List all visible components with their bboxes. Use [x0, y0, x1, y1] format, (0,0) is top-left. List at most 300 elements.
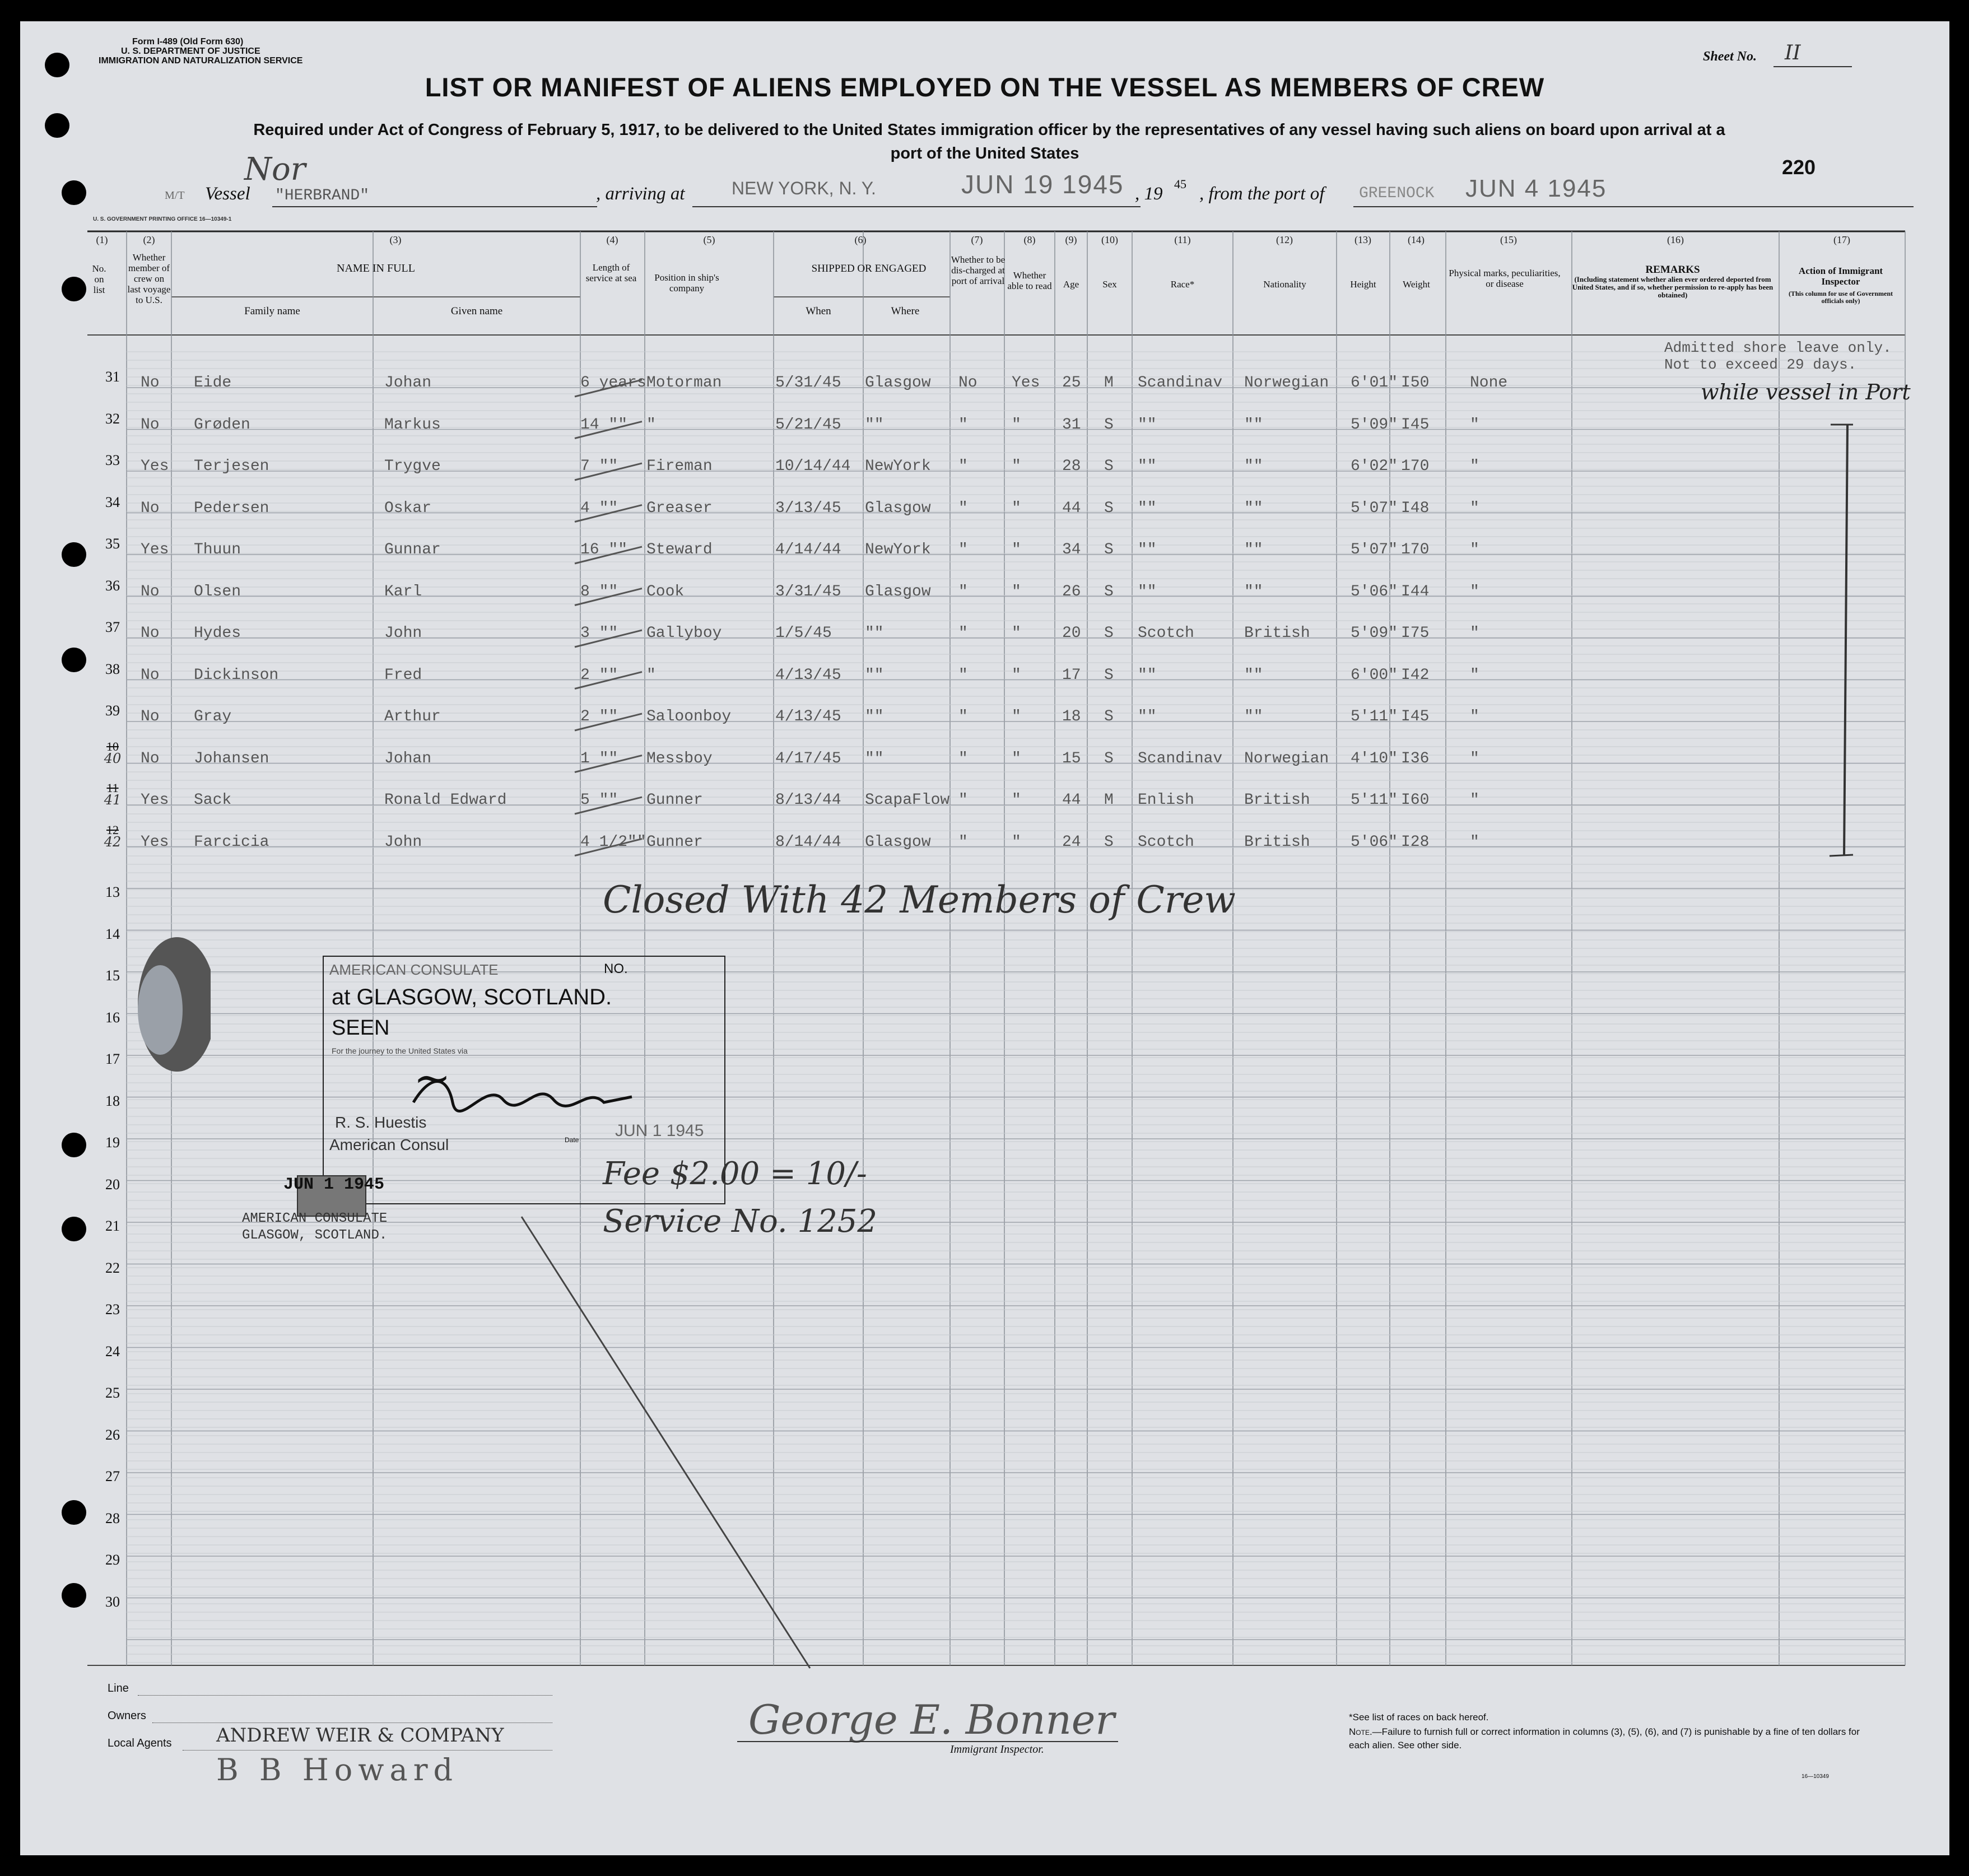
cell-sex: S — [1104, 499, 1114, 517]
cell-sex: S — [1104, 708, 1114, 725]
row-number: 20 — [105, 1176, 120, 1193]
cell-discharged: No — [958, 374, 977, 392]
sheet-label: Sheet No. — [1703, 49, 1757, 64]
row-number: 18 — [105, 1092, 120, 1109]
column-number: (16) — [1667, 234, 1684, 245]
row-number: 35 — [105, 536, 120, 552]
cell-nationality: "" — [1244, 499, 1263, 517]
cell-position: Gunner — [646, 792, 703, 809]
cell-where: Glasgow — [865, 833, 931, 851]
cell-physical: " — [1470, 708, 1479, 725]
cell-height: 5'07" — [1351, 541, 1398, 558]
hdr-sex: Sex — [1102, 279, 1117, 290]
cell-member: No — [141, 499, 160, 517]
manifest-sheet — [20, 21, 1949, 1855]
from-port: GREENOCK — [1359, 185, 1435, 202]
hdr-discharged: Whether to be dis-charged at port of arrival — [951, 254, 1006, 286]
footer-agents-value: ANDREW WEIR & COMPANY — [216, 1724, 504, 1747]
row-number-corrected: 40 — [104, 750, 122, 766]
cell-height: 6'01" — [1351, 374, 1398, 392]
row-number: 28 — [105, 1510, 120, 1526]
cell-read: " — [1012, 792, 1021, 809]
row-number: 15 — [105, 967, 120, 984]
cell-when: 5/21/45 — [775, 416, 841, 434]
cell-weight: I45 — [1401, 416, 1430, 434]
consulate-stamp-seen: SEEN — [332, 1016, 390, 1040]
service-name: IMMIGRATION AND NATURALIZATION SERVICE — [99, 56, 303, 66]
punch-hole — [62, 277, 86, 301]
cell-race: Scandinav — [1138, 750, 1223, 767]
vessel-name: "HERBRAND" — [275, 187, 370, 204]
cell-family: Sack — [194, 792, 232, 809]
cell-family: Hydes — [194, 625, 241, 642]
cell-service: 5 "" — [580, 792, 618, 809]
nationality-mark: Nor — [244, 151, 306, 188]
cell-age: 18 — [1062, 708, 1081, 725]
footer-agents-rule — [183, 1750, 552, 1751]
cell-member: Yes — [141, 833, 169, 851]
cell-position: Gunner — [646, 833, 703, 851]
consulate-stamp-journey: For the journey to the United States via — [332, 1046, 468, 1055]
cell-age: 44 — [1062, 499, 1081, 517]
cell-nationality: Norwegian — [1244, 374, 1329, 392]
cell-weight: I28 — [1401, 833, 1430, 851]
cell-position: Motorman — [646, 374, 722, 392]
row-number-struck: 12 — [106, 822, 119, 837]
cell-where: "" — [865, 666, 884, 684]
cell-nationality: British — [1244, 833, 1310, 851]
cell-service: 7 "" — [580, 458, 618, 475]
consul-signature: ~ — [413, 1052, 451, 1104]
row-number: 31 — [105, 369, 120, 385]
cell-sex: S — [1104, 833, 1114, 851]
cell-physical: " — [1470, 583, 1479, 600]
cell-sex: S — [1104, 541, 1114, 558]
cell-read: " — [1012, 458, 1021, 475]
cell-read: Yes — [1012, 374, 1040, 392]
departure-stamp: JUN 4 1945 — [1465, 175, 1607, 202]
cell-sex: S — [1104, 750, 1114, 767]
cell-where: Glasgow — [865, 374, 931, 392]
cell-physical: " — [1470, 416, 1479, 434]
footer-form-code: 16—10349 — [1802, 1773, 1829, 1780]
cell-nationality: "" — [1244, 666, 1263, 684]
cell-given: Karl — [384, 583, 422, 600]
subtitle-line-1: Required under Act of Congress of February 5, 1917, to be delivered to the United States immigration officer by the representatives of any vessel having such aliens on board upon arrival at a — [253, 121, 1725, 139]
arriving-label: , arriving at — [596, 184, 685, 204]
cell-weight: I60 — [1401, 792, 1430, 809]
hdr-physical: Physical marks, peculiarities, or disease — [1449, 268, 1561, 289]
cell-member: No — [141, 374, 160, 392]
hdr-no-on-list: No. on list — [92, 263, 106, 295]
fee-note: Fee $2.00 = 10/- — [603, 1156, 867, 1192]
cell-member: Yes — [141, 792, 169, 809]
row-number — [87, 741, 138, 765]
cell-sex: S — [1104, 666, 1114, 684]
cell-given: Fred — [384, 666, 422, 684]
row-number: 13 — [105, 884, 120, 900]
cell-where: Glasgow — [865, 499, 931, 517]
cell-race: "" — [1138, 708, 1157, 725]
row-number: 32 — [105, 410, 120, 427]
footer-note-label: Note. — [1349, 1726, 1372, 1737]
cell-height: 6'00" — [1351, 666, 1398, 684]
cell-nationality: British — [1244, 792, 1310, 809]
hdr-action-note: (This column for use of Government officials only) — [1788, 290, 1893, 305]
cell-sex: S — [1104, 416, 1114, 434]
notarial-seal — [115, 932, 211, 1077]
hdr-length-service: Length of service at sea — [585, 262, 637, 283]
punch-hole — [62, 1217, 86, 1241]
cell-family: Terjesen — [194, 458, 269, 475]
row-number: 14 — [105, 925, 120, 942]
cell-member: No — [141, 666, 160, 684]
cell-discharged: " — [958, 625, 968, 642]
column-number: (14) — [1408, 234, 1425, 245]
cell-when: 8/14/44 — [775, 833, 841, 851]
cell-when: 3/13/45 — [775, 499, 841, 517]
cell-read: " — [1012, 833, 1021, 851]
footer-note — [1349, 1725, 1864, 1752]
cell-height: 5'06" — [1351, 583, 1398, 600]
column-number: (12) — [1276, 234, 1293, 245]
column-number: (7) — [971, 234, 983, 245]
row-number — [87, 783, 138, 806]
hdr-weight: Weight — [1403, 279, 1430, 290]
cell-service: 2 "" — [580, 708, 618, 725]
column-number: (9) — [1065, 234, 1077, 245]
hdr-remarks-note: (Including statement whether alien ever ordered deported from United States, and if so, whether permission to re-apply has been obtained) — [1572, 275, 1774, 299]
inspector-label: Immigrant Inspector. — [950, 1743, 1044, 1756]
cell-race: Scotch — [1138, 833, 1194, 851]
cell-where: NewYork — [865, 458, 931, 475]
row-number: 39 — [105, 702, 120, 719]
punch-hole — [62, 1133, 86, 1157]
cell-member: No — [141, 625, 160, 642]
sheet-number: II — [1785, 41, 1801, 64]
cell-race: "" — [1138, 541, 1157, 558]
footer-line-rule — [138, 1695, 552, 1696]
cell-weight: I48 — [1401, 499, 1430, 517]
remarks-line-2: Not to exceed 29 days. — [1664, 356, 1857, 373]
sheet-underline — [1774, 66, 1852, 67]
cell-physical: " — [1470, 625, 1479, 642]
cell-nationality: "" — [1244, 708, 1263, 725]
cell-physical: " — [1470, 792, 1479, 809]
cell-nationality: British — [1244, 625, 1310, 642]
cell-weight: I45 — [1401, 708, 1430, 725]
cell-given: Gunnar — [384, 541, 441, 558]
cell-sex: M — [1104, 792, 1114, 809]
cell-service: 16 "" — [580, 541, 628, 558]
cell-position: Fireman — [646, 458, 713, 475]
cell-weight: I36 — [1401, 750, 1430, 767]
cell-given: Arthur — [384, 708, 441, 725]
column-number: (2) — [143, 234, 155, 245]
footer-note-races: *See list of races on back hereof. — [1349, 1712, 1489, 1723]
cell-discharged: " — [958, 750, 968, 767]
column-number: (11) — [1174, 234, 1191, 245]
hdr-position: Position in ship's company — [654, 272, 719, 294]
cell-physical: " — [1470, 833, 1479, 851]
cell-discharged: " — [958, 583, 968, 600]
cell-nationality: "" — [1244, 541, 1263, 558]
cell-where: "" — [865, 416, 884, 434]
row-number: 38 — [105, 660, 120, 677]
column-number: (5) — [703, 234, 715, 245]
cell-family: Pedersen — [194, 499, 269, 517]
cell-family: Olsen — [194, 583, 241, 600]
column-number: (4) — [606, 234, 618, 245]
cell-service: 4 "" — [580, 499, 618, 517]
cell-given: Oskar — [384, 499, 432, 517]
row-number: 16 — [105, 1009, 120, 1026]
cell-member: No — [141, 583, 160, 600]
cell-race: "" — [1138, 416, 1157, 434]
cell-family: Dickinson — [194, 666, 279, 684]
remarks-handwritten: while vessel in Port — [1701, 380, 1911, 404]
service-note: Service No. 1252 — [603, 1203, 877, 1240]
row-number: 21 — [105, 1218, 120, 1234]
vessel-underline — [272, 206, 597, 207]
cell-read: " — [1012, 666, 1021, 684]
row-number: 27 — [105, 1468, 120, 1484]
hdr-where: Where — [891, 305, 920, 317]
cell-family: Grøden — [194, 416, 250, 434]
row-number: 37 — [105, 619, 120, 635]
cell-when: 5/31/45 — [775, 374, 841, 392]
cell-member: Yes — [141, 541, 169, 558]
cell-sex: S — [1104, 458, 1114, 475]
consulate-date-stamp-date: JUN 1 1945 — [283, 1175, 385, 1194]
cell-position: Greaser — [646, 499, 713, 517]
cell-member: No — [141, 416, 160, 434]
footer-note-text: —Failure to furnish full or correct information in columns (3), (5), (6), and (7) is punishable by a fine of ten dollars for each alien. See other side. — [1349, 1726, 1860, 1751]
hdr-name-in-full: NAME IN FULL — [337, 262, 415, 274]
cell-when: 4/17/45 — [775, 750, 841, 767]
cell-family: Gray — [194, 708, 232, 725]
cell-race: "" — [1138, 458, 1157, 475]
consul-title: American Consul — [329, 1136, 449, 1153]
hdr-whether-member: Whether member of crew on last voyage to U.S. — [127, 252, 171, 305]
row-number: 22 — [105, 1259, 120, 1276]
cell-age: 15 — [1062, 750, 1081, 767]
column-number: (6) — [854, 234, 867, 245]
footer-agents-signature: B B Howard — [216, 1752, 459, 1787]
cell-race: Scandinav — [1138, 374, 1223, 392]
cell-race: "" — [1138, 583, 1157, 600]
cell-height: 4'10" — [1351, 750, 1398, 767]
cell-when: 4/13/45 — [775, 666, 841, 684]
inspector-rule — [737, 1741, 1118, 1742]
inspector-action-line-bottom — [1830, 855, 1853, 856]
cell-where: NewYork — [865, 541, 931, 558]
row-number-corrected: 42 — [104, 834, 122, 850]
cell-nationality: Norwegian — [1244, 750, 1329, 767]
punch-hole — [45, 113, 69, 138]
cell-given: Trygve — [384, 458, 441, 475]
cell-position: Gallyboy — [646, 625, 722, 642]
cell-nationality: "" — [1244, 458, 1263, 475]
arrival-stamp: JUN 19 1945 — [961, 170, 1124, 199]
cell-age: 28 — [1062, 458, 1081, 475]
arriving-port: NEW YORK, N. Y. — [732, 178, 876, 198]
cell-family: Johansen — [194, 750, 269, 767]
hdr-nationality: Nationality — [1263, 279, 1306, 290]
column-number: (3) — [389, 234, 402, 245]
cell-read: " — [1012, 416, 1021, 434]
cell-nationality: "" — [1244, 583, 1263, 600]
consulate-date-label: Date — [565, 1136, 579, 1144]
hdr-when: When — [806, 305, 831, 317]
cell-age: 34 — [1062, 541, 1081, 558]
cell-physical: " — [1470, 750, 1479, 767]
inspector-signature: George E. Bonner — [748, 1696, 1115, 1743]
cell-service: 3 "" — [580, 625, 618, 642]
cell-height: 5'11" — [1351, 792, 1398, 809]
cell-discharged: " — [958, 792, 968, 809]
cell-race: Scotch — [1138, 625, 1194, 642]
cell-where: "" — [865, 708, 884, 725]
column-number: (13) — [1354, 234, 1371, 245]
cell-given: Markus — [384, 416, 441, 434]
consulate-date-stamp-line1: AMERICAN CONSULATE — [242, 1211, 388, 1226]
cell-height: 5'07" — [1351, 499, 1398, 517]
hdr-remarks: REMARKS — [1645, 264, 1700, 276]
cell-position: Cook — [646, 583, 685, 600]
cell-race: "" — [1138, 499, 1157, 517]
column-number: (1) — [96, 234, 108, 245]
printing-office: U. S. GOVERNMENT PRINTING OFFICE 16—10349-1 — [93, 216, 232, 222]
cell-sex: S — [1104, 625, 1114, 642]
cell-physical: " — [1470, 541, 1479, 558]
cell-position: Messboy — [646, 750, 713, 767]
row-number: 19 — [105, 1134, 120, 1151]
cell-weight: I42 — [1401, 666, 1430, 684]
hdr-given-name: Given name — [450, 305, 503, 317]
cell-position: " — [646, 416, 656, 434]
subtitle-line-2: port of the United States — [890, 145, 1079, 162]
cell-given: Ronald Edward — [384, 792, 507, 809]
cell-sex: M — [1104, 374, 1114, 392]
row-number: 17 — [105, 1051, 120, 1067]
cell-member: No — [141, 750, 160, 767]
punch-hole — [62, 542, 86, 567]
consulate-date: JUN 1 1945 — [615, 1121, 704, 1140]
cell-age: 24 — [1062, 833, 1081, 851]
row-number-struck: 10 — [106, 739, 119, 753]
consul-name: R. S. Huestis — [335, 1114, 427, 1131]
punch-hole — [62, 1500, 86, 1525]
vessel-label: Vessel — [205, 184, 250, 204]
cell-age: 26 — [1062, 583, 1081, 600]
footer-agents-label: Local Agents — [108, 1737, 172, 1749]
cell-discharged: " — [958, 708, 968, 725]
cell-where: Glasgow — [865, 583, 931, 600]
punch-hole — [62, 180, 86, 205]
hdr-able-read: Whether able to read — [1007, 270, 1052, 291]
cell-service: 8 "" — [580, 583, 618, 600]
cell-discharged: " — [958, 833, 968, 851]
cell-height: 5'06" — [1351, 833, 1398, 851]
cell-given: Johan — [384, 750, 432, 767]
cell-when: 4/14/44 — [775, 541, 841, 558]
row-number: 30 — [105, 1593, 120, 1610]
row-number-corrected: 41 — [104, 792, 122, 808]
cell-discharged: " — [958, 499, 968, 517]
cell-service: 6 years — [580, 374, 646, 392]
punch-hole — [45, 53, 69, 77]
cell-position: Steward — [646, 541, 713, 558]
cell-where: "" — [865, 750, 884, 767]
form-id-block — [99, 37, 302, 66]
row-number: 25 — [105, 1385, 120, 1401]
punch-hole — [62, 1583, 86, 1608]
cell-weight: 170 — [1401, 541, 1430, 558]
cell-when: 4/13/45 — [775, 708, 841, 725]
hdr-race: Race* — [1170, 279, 1195, 290]
cell-when: 1/5/45 — [775, 625, 832, 642]
row-number: 24 — [105, 1343, 120, 1360]
year-label: , 19 — [1135, 184, 1163, 204]
row-number: 34 — [105, 494, 120, 510]
cell-where: "" — [865, 625, 884, 642]
column-number: (8) — [1023, 234, 1036, 245]
consulate-date-stamp-line2: GLASGOW, SCOTLAND. — [242, 1228, 388, 1243]
cell-discharged: " — [958, 541, 968, 558]
cell-when: 3/31/45 — [775, 583, 841, 600]
column-number: (10) — [1101, 234, 1118, 245]
cell-weight: I44 — [1401, 583, 1430, 600]
cell-service: 4 1/2"" — [580, 833, 646, 851]
cell-when: 10/14/44 — [775, 458, 851, 475]
cell-sex: S — [1104, 583, 1114, 600]
inspector-action-line — [1844, 425, 1847, 856]
cell-position: Saloonboy — [646, 708, 732, 725]
year-value: 45 — [1174, 177, 1186, 191]
footer-line-label: Line — [108, 1682, 129, 1695]
cell-race: Enlish — [1138, 792, 1194, 809]
cell-member: Yes — [141, 458, 169, 475]
cell-family: Thuun — [194, 541, 241, 558]
cell-service: 2 "" — [580, 666, 618, 684]
cell-read: " — [1012, 541, 1021, 558]
hdr-age: Age — [1063, 279, 1079, 290]
cell-discharged: " — [958, 416, 968, 434]
consulate-stamp-no-label: NO. — [604, 961, 628, 976]
cell-service: 14 "" — [580, 416, 628, 434]
consulate-stamp-location: at GLASGOW, SCOTLAND. — [332, 985, 612, 1009]
consulate-stamp-line1: AMERICAN CONSULATE — [329, 961, 499, 978]
hdr-height: Height — [1350, 279, 1376, 290]
row-number: 26 — [105, 1426, 120, 1443]
page-title: LIST OR MANIFEST OF ALIENS EMPLOYED ON THE VESSEL AS MEMBERS OF CREW — [425, 72, 1545, 102]
cell-height: 6'02" — [1351, 458, 1398, 475]
cell-physical: " — [1470, 666, 1479, 684]
cell-service: 1 "" — [580, 750, 618, 767]
cell-discharged: " — [958, 666, 968, 684]
cell-physical: " — [1470, 499, 1479, 517]
cell-physical: " — [1470, 458, 1479, 475]
cell-when: 8/13/44 — [775, 792, 841, 809]
cell-given: John — [384, 833, 422, 851]
cell-physical: None — [1470, 374, 1508, 392]
cell-family: Farcicia — [194, 833, 269, 851]
remarks-line-1: Admitted shore leave only. — [1664, 339, 1892, 356]
cell-given: John — [384, 625, 422, 642]
row-number: 23 — [105, 1301, 120, 1318]
arriving-underline — [692, 206, 1141, 207]
